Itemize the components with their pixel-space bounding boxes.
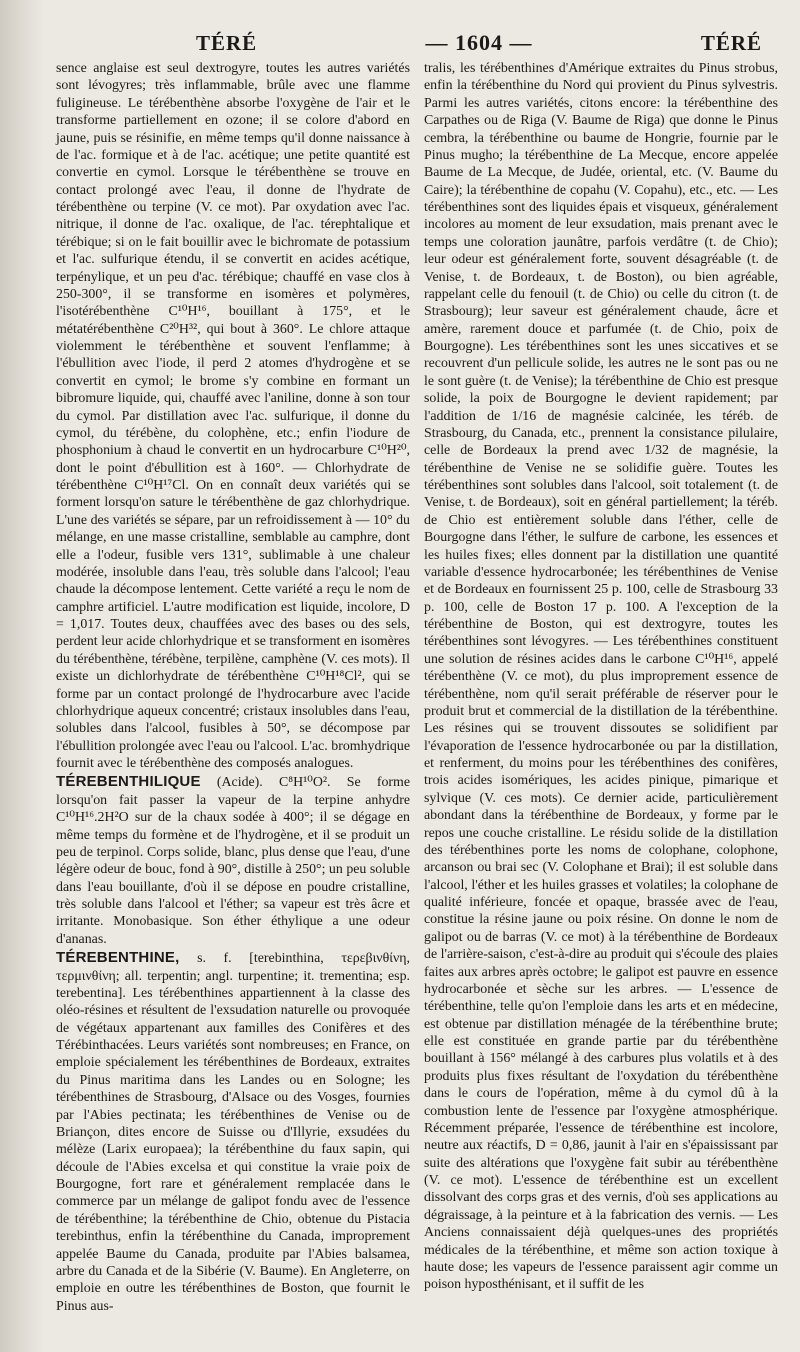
- right-column: [424, 60, 778, 1315]
- page-number: — 1604 —: [425, 30, 533, 55]
- text-columns: [56, 60, 782, 1315]
- entry-terebenthine-continued: tralis, les térébenthines d'Amérique extraites du Pinus strobus, enfin la térébenthine du Nord qui provient du Pinus sylvestris. Parmi les autres variétés, citons encore: la térébenthine des Carpathes ou de Riga (V. Baume de Riga) que donne le Pinus cembra, la térébenthine ou baume de Hongrie, fournie par le Pinus mugho; la térébenthine de La Mecque, encore appelée Baume de La Mecque, de Judée, oriental, etc. (V. Baume du Caire); la térébenthine de copahu (V. Copahu), etc., etc. — Les térébenthines sont des liquides épais et visqueux, généralement incolores au moment de leur exsudation, mais prenant avec le temps une coloration jaunâtre, parfois verdâtre (t. de Chio); leur odeur est généralement forte, souvent désagréable (t. de Venise, t. de Bordeaux, t. de Boston), ou bien agréable, rappelant celle du fenouil (t. de Chio) ou celle du citron (t. de Strasbourg); leur saveur est généralement chaude, âcre et amère, rarement douce et parfumée (t. de Chio, poix de Bourgogne). Les térébenthines sont les unes siccatives et se recouvrent d'un pellicule solide, les autres ne le sont pas ou ne le sont guère (t. de Venise); la térébenthine de Chio est presque solide, la poix de Bourgogne le devient rapidement; par l'addition de 1/16 de magnésie calcinée, les téréb. de Strasbourg, du Canada, etc., prennent la consistance pilulaire, celle de Bordeaux la prend avec 1/32 de magnésie, la térébenthine de Venise ne se solidifie guère. Toutes les térébenthines sont solubles dans l'alcool, soit totalement (t. de Venise, t. de Bordeaux), soit en général partiellement; la téréb. de Chio est entièrement soluble dans l'éther, celle de Bourgogne dans l'éther, le sulfure de carbone, les essences et les huiles fixes; elles donnent par la distillation une quantité variable d'essence hydrocarbonée; les térébenthines de Venise et de Bordeaux en fournissent 25 p. 100, celle de Strasbourg 33 p. 100, celle de Boston 17 p. 100. A l'exception de la térébenthine de Boston, qui est dextrogyre, toutes les térébenthines sont lévogyres. — Les térébenthines constituent une solution de résines acides dans le carbone C¹⁰H¹⁶, appelé térébenthène (V. ce mot), du plus improprement essence de térébenthène, nom qu'il serait préférable de réserver pour le produit brut et commercial de la distillation de la térébenthine. Les résines qui se trouvent dissoutes se solidifient par l'évaporation de l'essence hydrocarbonée ou par la distillation, et renferment, du moins pour les térébenthines des conifères, trois acides isomériques, les acides pinique, pimarique et sylvique (V. ces mots). Ce dernier acide, particulièrement abondant dans la térébenthine de Bordeaux, y forme par le repos une couche cristalline. Le résidu solide de la distillation des térébenthines porte les noms de colophane, colophone, arcanson ou brai sec (V. Colophane et Brai); il est soluble dans l'alcool, l'éther et les huiles grasses et volatiles; la colophane de qualité inférieure, foncée et opaque, brassée avec de l'eau, constitue la résine jaune ou poix résine. On donne le nom de galipot ou de barras (V. ce mot) à la térébenthine de Bordeaux de l'arrière-saison, c'est-à-dire au produit qui s'écoule des plaies faites aux arbres après octobre; le galipot est pauvre en essence hydrocarbonée et sèche sur les arbres. — L'essence de térébenthine, telle qu'on l'emploie dans les arts et en médecine, est obtenue par distillation ménagée de la térébenthine brute; elle est constituée en grande partie par du térébenthène bouillant à 156° mélangé à des carbures plus volatils et à des produits plus fixes résultant de l'oxydation du térébenthène dans le cours de l'opération, même à du cymol dû à la combustion lente de l'essence par l'oxygène atmosphérique. Récemment préparée, l'essence de térébenthine est incolore, neutre aux réactifs, D = 0,86, jaunit à l'air en s'épaississant par suite des altérations que l'oxygène fait subir au térébenthène (V. ce mot). L'essence de térébenthine est un excellent dissolvant des corps gras et des vernis, d'où ses applications au dégraissage, à la peinture et à la fabrication des vernis. — Les Anciens connaissaient déjà quelques-unes des propriétés médicales de la térébenthine, et même son action toxique à haute dose; les vapeurs de l'essence paraissent agir comme un poison hyposthénisant, et il suffit de les: [424, 61, 778, 1293]
- headword-terebenthine: TÉREBENTHINE,: [56, 949, 180, 967]
- header-left-title: TÉRÉ: [196, 31, 258, 55]
- header-right-title: TÉRÉ: [700, 31, 762, 55]
- headword-terebenthilique: TÉREBENTHILIQUE: [56, 773, 201, 791]
- left-column: [56, 60, 410, 1315]
- page-binding-shadow: [0, 0, 46, 1352]
- entry-terebenthine: [56, 949, 410, 1315]
- running-header: [56, 30, 782, 56]
- entry-continuation-text: sence anglaise est seul dextrogyre, toutes les autres variétés sont lévogyres; très inflammable, brûle avec une flamme fuligineuse. Le térébenthène absorbe l'oxygène de l'air et le transforme partiellement en ozone; il se colore d'abord en jaune, puis se résinifie, en même temps qu'il donne naissance à de l'ac. formique et à de l'ac. acétique; une petite quantité est convertie en cymol. Lorsque le térébenthène se trouve en contact prolongé avec l'eau, il donne de l'hydrate de térébenthène ou terpine (V. ce mot). Par oxydation avec l'ac. nitrique, il donne de l'ac. oxalique, de l'ac. térephtalique et térébique; si on le fait bouillir avec le bichromate de potassium et l'ac. sulfurique étendu, il se convertit en acides acétique, terpénylique, et un peu d'ac. térébique; chauffé en vase clos à 250-300°, il se transforme en isomères et polymères, l'isotérébenthène C¹⁰H¹⁶, bouillant à 175°, et le métatérébenthène C²⁰H³², qui bout à 360°. Le chlore attaque violemment le térébenthène et souvent l'enflamme; à l'ébullition avec l'iode, il perd 2 atomes d'hydrogène et se convertit en cymol; le brome s'y combine en formant un bibromure liquide, qui, chauffé avec l'aniline, donne à son tour du cymol. Par distillation avec l'ac. sulfurique, il donne du cymol, du térébène, du colophène, etc.; enfin l'iodure de phosphonium à chaud le convertit en un hydrocarbure C¹⁰H²⁰, dont le point d'ébullition est à 160°. — Chlorhydrate de térébenthène C¹⁰H¹⁷Cl. On en connaît deux variétés qui se forment lorsqu'on sature le térébenthène de gaz chlorhydrique. L'une des variétés se sépare, par un refroidissement à — 10° du mélange, en une masse cristalline, semblable au camphre, dont elle a l'odeur, fusible vers 131°, sublimable à une chaleur modérée, insoluble dans l'eau, très soluble dans l'alcool; l'eau chaude la décompose lentement. Cette variété a reçu le nom de camphre artificiel. L'autre modification est liquide, incolore, D = 1,017. Toutes deux, chauffées avec des bases ou des sels, perdent leur acide chlorhydrique et se transforment en isomères du térébenthène, térébène, terpilène, camphène (V. ces mots). Il existe un dichlorhydrate de térébenthène C¹⁰H¹⁸Cl², qui se forme par un contact prolongé de l'hydrocarbure avec l'acide chlorhydrique aqueux concentré; cristaux insolubles dans l'eau, solubles dans l'alcool, fusibles à 50°, se décompose par l'ébullition prolongée avec l'eau ou l'alcool. L'ac. bromhydrique fournit avec le térébenthène des composés analogues.: [56, 61, 410, 771]
- entry-terebenthine-text: s. f. [terebinthina, τερεβινθίνη, τερμινθίνη; all. terpentin; angl. turpentine; it. trementina; esp. terebentina]. Les térébenthines appartiennent à la classe des oléo-résines et résultent de l'exsudation naturelle ou provoquée de végétaux appartenant aux familles des Conifères et des Térébinthacées. Leurs variétés sont nombreuses; en France, on emploie spécialement les térébenthines de Bordeaux, extraites du Pinus maritima dans les Landes ou en Sologne; les térébenthines de Strasbourg, d'Alsace ou des Vosges, fournies par l'Abies pectinata; les térébenthines de Venise ou de Briançon, dites encore de Suisse ou d'Illyrie, exsudées du mélèze (Larix europaea); la térébenthine du faux sapin, qui découle de l'Abies excelsa et qui constitue la vraie poix de Bourgogne, fort rare et généralement remplacée dans le commerce par un mélange de galipot fondu avec de l'essence de térébenthine; la térébenthine de Chio, obtenue du Pistacia terebinthus, enfin la térébenthine du Canada, improprement appelée Baume du Canada, produite par l'Abies balsamea, arbre du Canada et de la Sibérie (V. Baume). En Angleterre, on emploie en outre les térébenthines de Boston, que fournit le Pinus aus-: [56, 951, 410, 1314]
- entry-terebenthilique-text: (Acide). C⁸H¹⁰O². Se forme lorsqu'on fait passer la vapeur de la terpine anhydre C¹⁰H¹⁶.2H²O sur de la chaux sodée à 400°; il se dégage en même temps du formène et de l'hydrogène, et il se produit un peu de terpinol. Corps solide, blanc, plus dense que l'eau, d'une légère odeur de bouc, fond à 90°, distille à 250°; un peu soluble dans l'eau bouillante, d'où il se dépose en poudre cristalline, très soluble dans l'alcool et l'éther; sa vapeur est très âcre et irritante. Monobasique. Son éther éthylique a une odeur d'ananas.: [56, 775, 410, 947]
- entry-terebenthilique: [56, 773, 410, 948]
